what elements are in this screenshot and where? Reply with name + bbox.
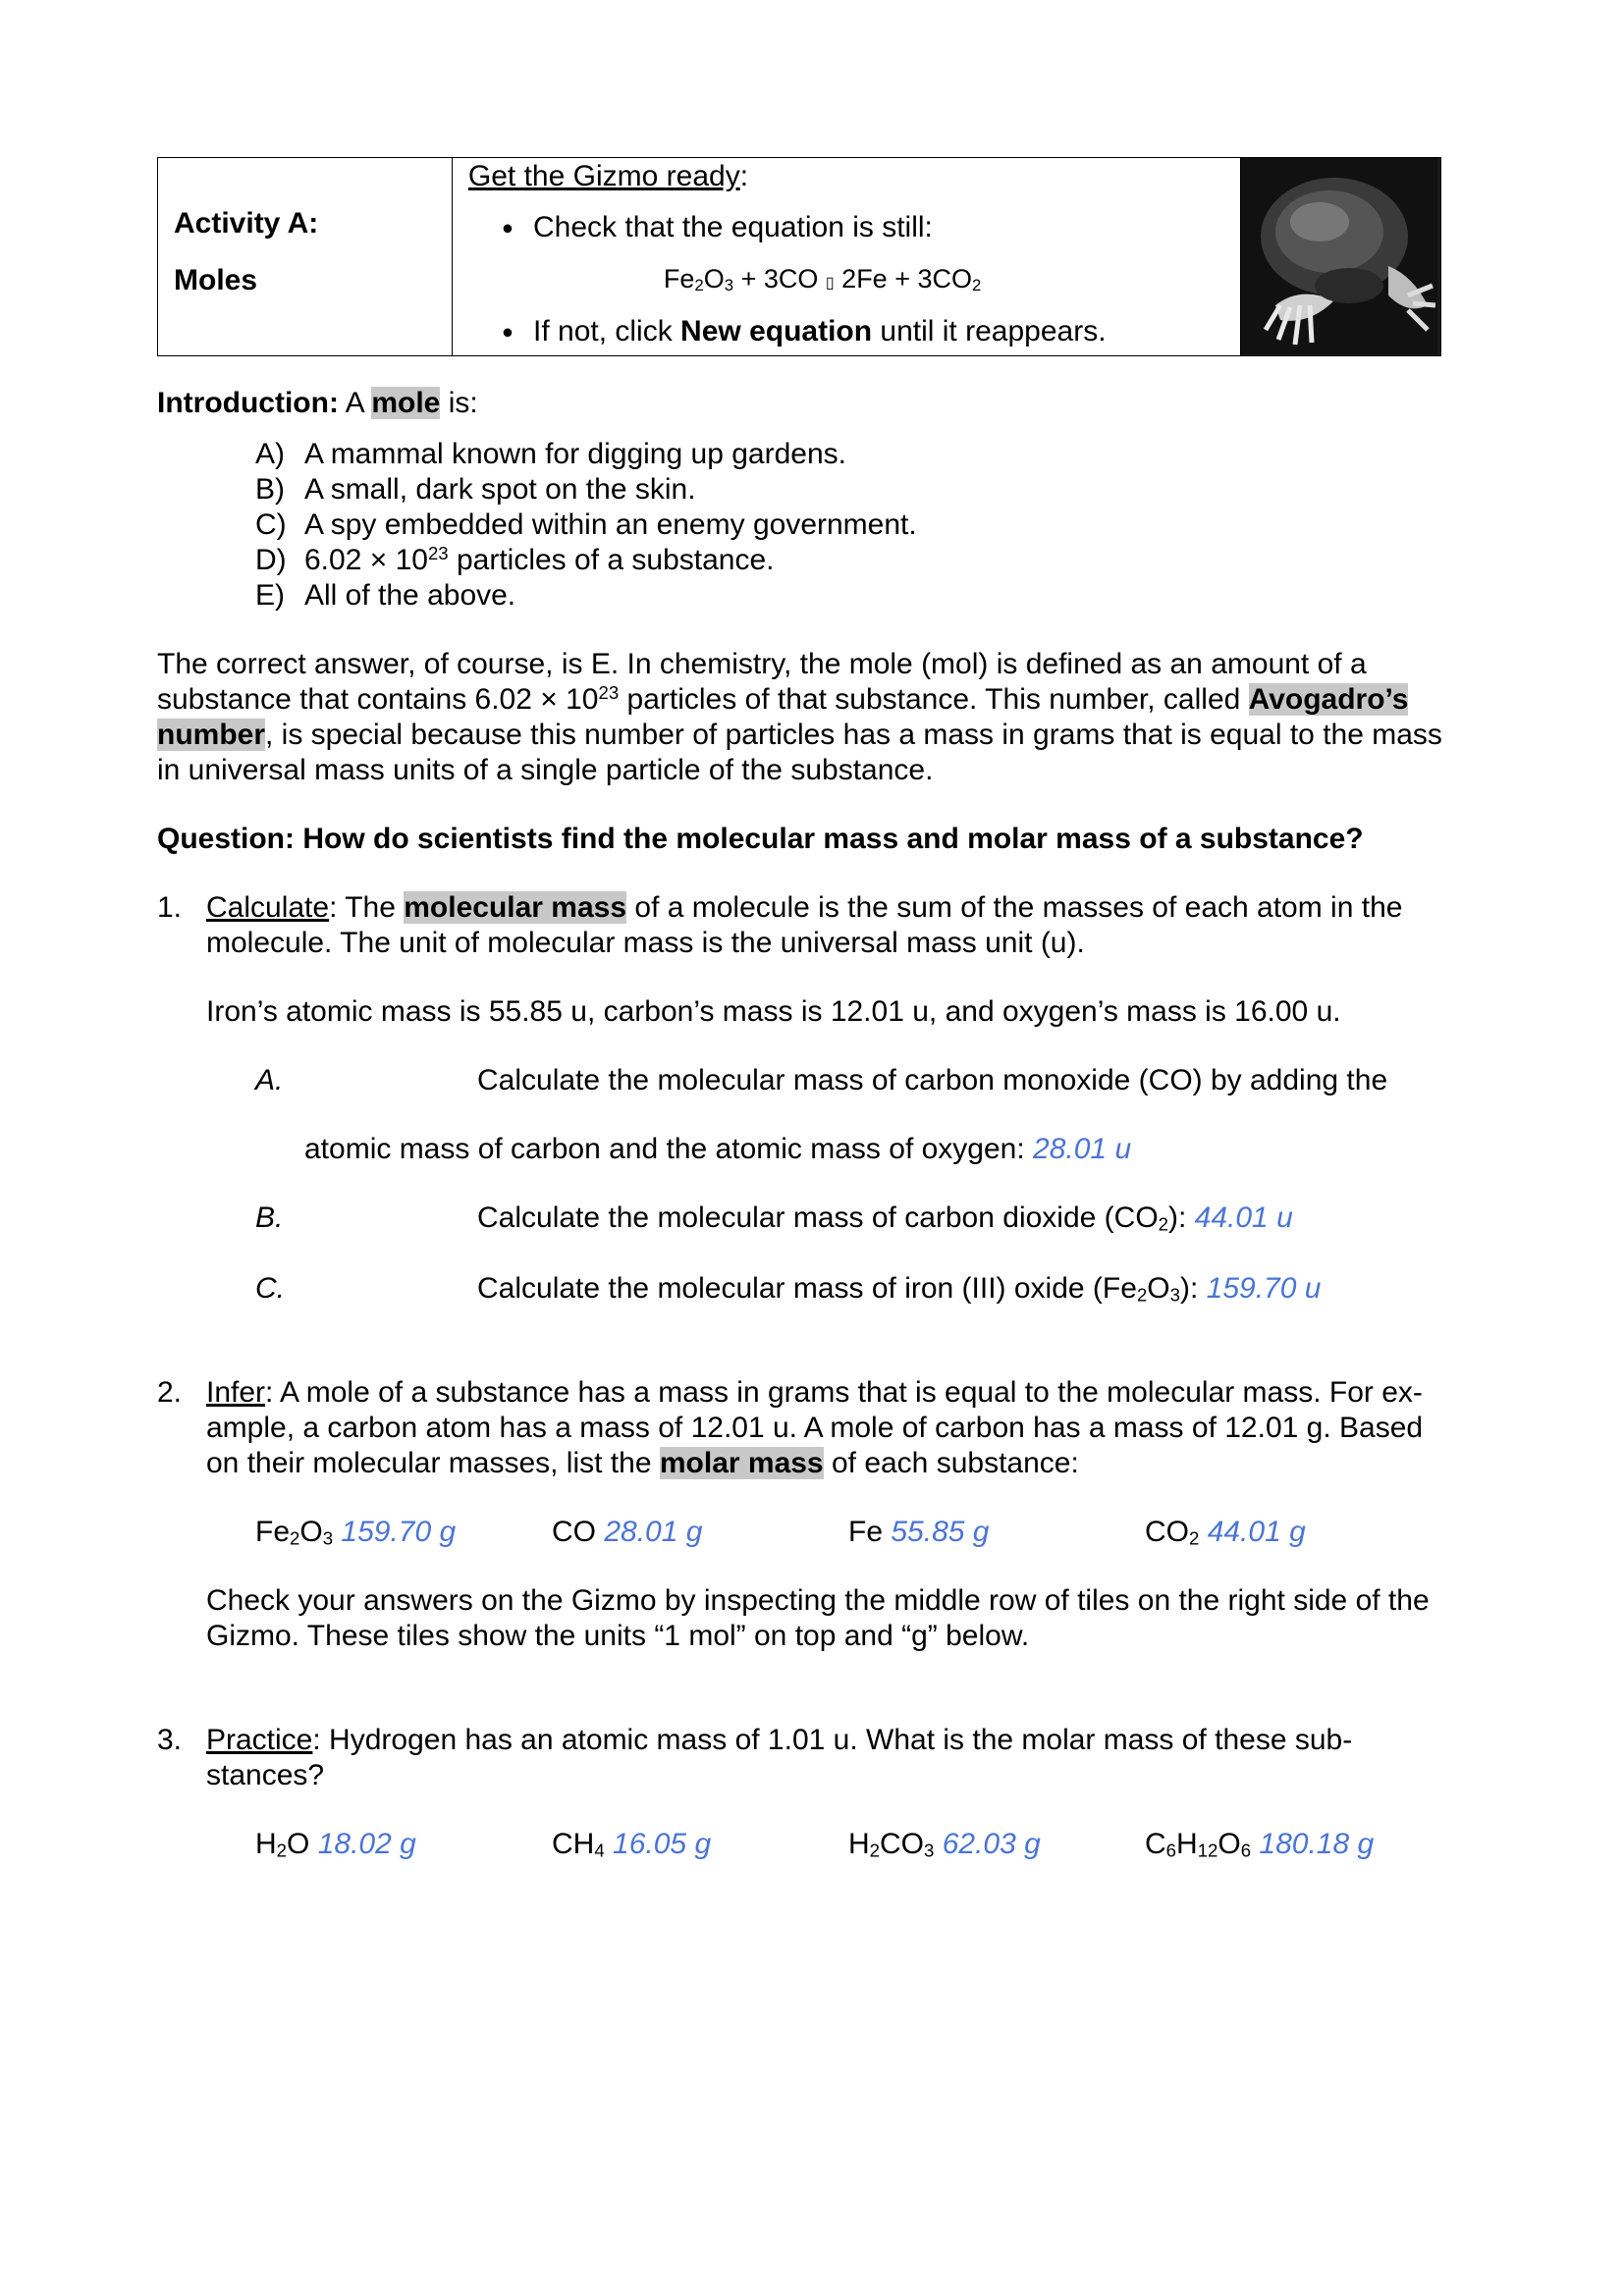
q1b-answer: 44.01 u <box>1194 1201 1293 1234</box>
option-e: E) All of the above. <box>255 579 516 612</box>
option-c: C) A spy embedded within an enemy government. <box>255 508 917 541</box>
q1a-letter: A. <box>255 1064 284 1096</box>
q3-line1: Practice: Hydrogen has an atomic mass of 1.01 u. What is the molar mass of these sub- <box>206 1724 1353 1756</box>
main-question: Question: How do scientists find the molecular mass and molar mass of a substance? <box>157 823 1364 855</box>
option-b: B) A small, dark spot on the skin. <box>255 473 696 506</box>
q2-answer-co2: $CO_2$ 44.01 g <box>1145 1516 1306 1549</box>
activity-label: Activity A: <box>174 207 319 240</box>
q3-answer-h2co3: $H_2CO_3$ 62.03 g <box>848 1828 1041 1861</box>
paragraph-line: substance that contains $6.02 \times 10^{23}$ particles of that substance. This number, called Avogadro’s <box>157 681 1409 716</box>
q1-line2: molecule. The unit of molecular mass is the universal mass unit (u). <box>206 927 1085 959</box>
bullet-icon: ● <box>501 217 514 240</box>
bullet-icon: ● <box>501 321 514 344</box>
equation: $Fe_2O_3 + 3CO$ ▯ $2Fe + 3CO_2$ <box>663 264 982 294</box>
q1b-text: Calculate the molecular mass of carbon dioxide $(CO_2)$: 44.01 u <box>477 1201 1293 1235</box>
bullet-new-equation: ● If not, click New equation until it reappears. <box>501 315 1107 347</box>
q2-answer-co: CO 28.01 g <box>552 1516 703 1548</box>
q1-masses: Iron’s atomic mass is 55.85 u, carbon’s mass is 12.01 u, and oxygen’s mass is 16.00 u. <box>206 995 1341 1028</box>
gizmo-ready-heading: Get the Gizmo ready: <box>467 160 749 192</box>
q1a-text: Calculate the molecular mass of carbon monoxide (CO) by adding the <box>477 1064 1388 1096</box>
q1c-answer: 159.70 u <box>1206 1272 1322 1305</box>
activity-name: Moles <box>174 264 258 296</box>
activity-label-cell <box>158 158 453 356</box>
mole-term: mole <box>371 387 441 419</box>
q2-answer-fe2o3: $Fe_2O_3$ 159.70 g <box>255 1516 457 1549</box>
q3-answer-ch4: $CH_4$ 16.05 g <box>552 1828 712 1861</box>
activity-header-box <box>157 157 1441 356</box>
q1c-letter: C. <box>255 1272 285 1305</box>
q2-line3: on their molecular masses, list the molar mass of each substance: <box>206 1447 1079 1479</box>
molar-mass-term: molar mass <box>659 1447 824 1479</box>
option-d: D) $6.02 \times 10^{23}$ particles of a substance. <box>255 542 775 576</box>
q3-answer-c6h12o6: $C_6H_{12}O_6$ 180.18 g <box>1145 1828 1375 1861</box>
mole-image-cell <box>1241 158 1441 356</box>
avogadro-term-cont: number <box>157 719 266 751</box>
q2-check-line2: Gizmo. These tiles show the units “1 mol” on top and “g” below. <box>206 1620 1030 1652</box>
mole-photo-icon <box>1241 158 1437 354</box>
arrow-placeholder-icon: ▯ <box>825 275 835 292</box>
q2-answer-fe: Fe 55.85 g <box>848 1516 990 1548</box>
q2-number: 2. <box>157 1376 183 1409</box>
q2-check-line1: Check your answers on the Gizmo by inspecting the middle row of tiles on the right side of the <box>206 1584 1430 1617</box>
q2-line1: Infer: A mole of a substance has a mass in grams that is equal to the molecular mass. For ex- <box>206 1376 1423 1409</box>
molecular-mass-term: molecular mass <box>404 891 627 924</box>
option-a: A) A mammal known for digging up gardens. <box>255 438 846 470</box>
intro-line: Introduction: A mole is: <box>157 387 478 419</box>
q1a-text-cont: atomic mass of carbon and the atomic mass of oxygen: 28.01 u <box>304 1133 1132 1165</box>
q1-number: 1. <box>157 891 183 924</box>
q3-line2: stances? <box>206 1759 325 1791</box>
q1b-letter: B. <box>255 1201 284 1234</box>
avogadro-term: Avogadro’s <box>1248 683 1409 716</box>
paragraph-line: number, is special because this number of particles has a mass in grams that is equal to the mass <box>157 719 1442 751</box>
gizmo-setup-cell <box>452 158 1240 356</box>
new-equation-label: New equation <box>680 315 873 347</box>
q3-answer-h2o: $H_2O$ 18.02 g <box>255 1828 416 1861</box>
bullet-check-equation: ● Check that the equation is still: <box>501 211 933 243</box>
q2-line2: ample, a carbon atom has a mass of 12.01 u. A mole of carbon has a mass of 12.01 g. Based <box>206 1412 1424 1444</box>
paragraph-line: The correct answer, of course, is E. In chemistry, the mole (mol) is defined as an amount of a <box>157 648 1367 680</box>
q1c-text: Calculate the molecular mass of iron (III) oxide $(Fe_2O_3)$: 159.70 u <box>477 1272 1322 1306</box>
paragraph-line: in universal mass units of a single particle of the substance. <box>157 754 934 786</box>
q3-number: 3. <box>157 1724 183 1756</box>
q1-line1: Calculate: The molecular mass of a molecule is the sum of the masses of each atom in the <box>206 891 1403 924</box>
q1a-answer: 28.01 u <box>1033 1133 1132 1165</box>
